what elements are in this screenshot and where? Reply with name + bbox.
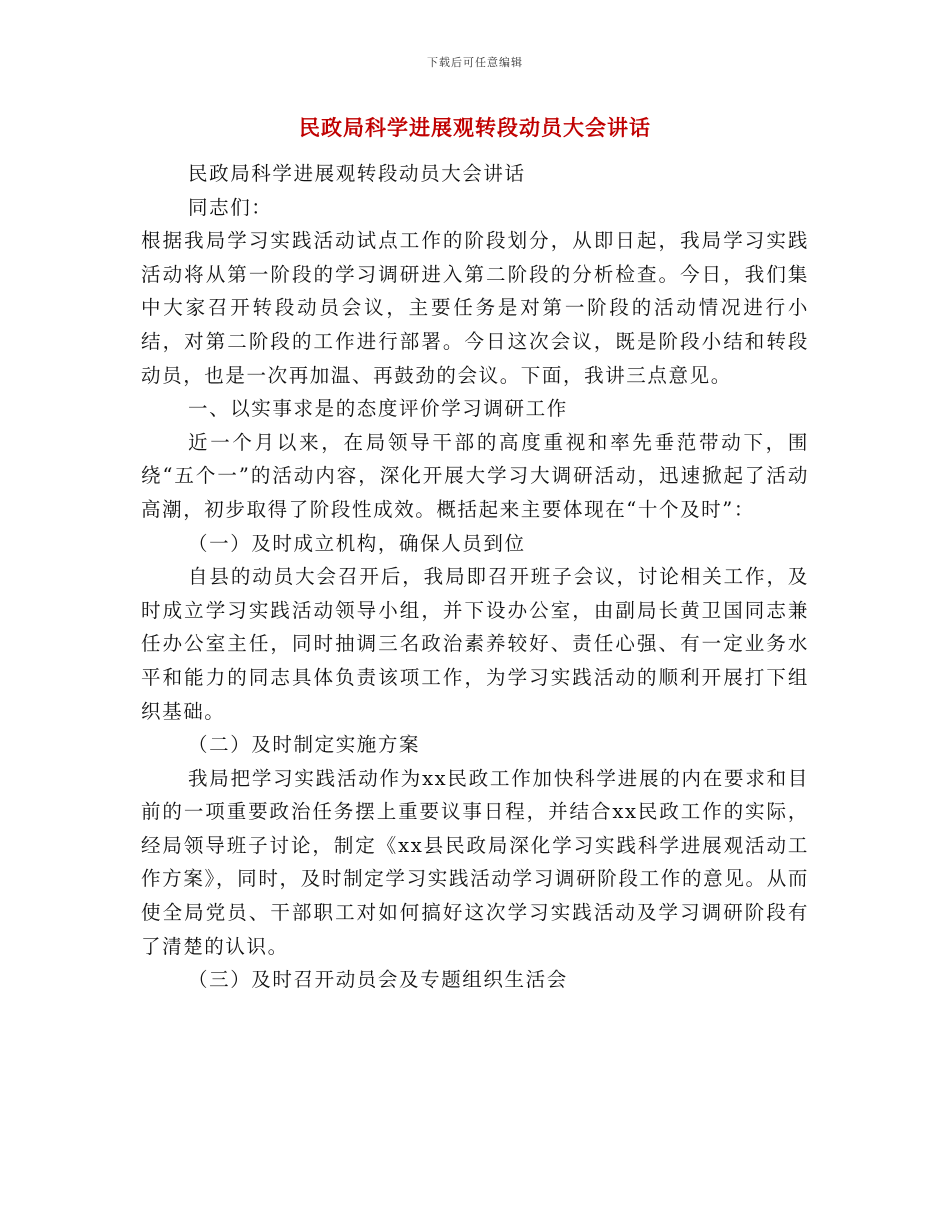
body-paragraph: 根据我局学习实践活动试点工作的阶段划分，从即日起，我局学习实践活动将从第一阶段的学习调研进入第二阶段的分析检查。今日，我们集中大家召开转段动员会议，主要任务是对第一阶段的活动情况进行小结，对第二阶段的工作进行部署。今日这次会议，既是阶段小结和转段动员，也是一次再加温、再鼓劲的会议。下面，我讲三点意见。: [141, 229, 809, 387]
salutation-paragraph: 同志们：: [188, 195, 273, 219]
document-body: [141, 157, 809, 997]
body-paragraph: 近一个月以来，在局领导干部的高度重视和率先垂范带动下，围绕“五个一”的活动内容，深化开展大学习大调研活动，迅速掀起了活动高潮，初步取得了阶段性成效。概括起来主要体现在“十个及时”：: [141, 430, 809, 521]
subtitle-paragraph: 民政局科学进展观转段动员大会讲话: [188, 162, 526, 185]
header-note: 下载后可任意编辑: [427, 56, 523, 69]
subsection-heading: （二）及时制定实施方案: [188, 733, 421, 757]
subsection-heading: （三）及时召开动员会及专题组织生活会: [188, 968, 568, 992]
document-title: 民政局科学进展观转段动员大会讲话: [299, 115, 651, 140]
section-heading: 一、以实事求是的态度评价学习调研工作: [188, 397, 568, 421]
subsection-heading: （一）及时成立机构，确保人员到位: [188, 531, 526, 555]
body-paragraph: 我局把学习实践活动作为xx民政工作加快科学进展的内在要求和目前的一项重要政治任务摆上重要议事日程，并结合xx民政工作的实际，经局领导班子讨论，制定《xx县民政局深化学习实践科学进展观活动工作方案》，同时，及时制定学习实践活动学习调研阶段工作的意见。从而使全局党员、干部职工对如何搞好这次学习实践活动及学习调研阶段有了清楚的认识。: [141, 766, 809, 958]
body-paragraph: 自县的动员大会召开后，我局即召开班子会议，讨论相关工作，及时成立学习实践活动领导小组，并下设办公室，由副局长黄卫国同志兼任办公室主任，同时抽调三名政治素养较好、责任心强、有一定业务水平和能力的同志具体负责该项工作，为学习实践活动的顺利开展打下组织基础。: [141, 565, 809, 723]
